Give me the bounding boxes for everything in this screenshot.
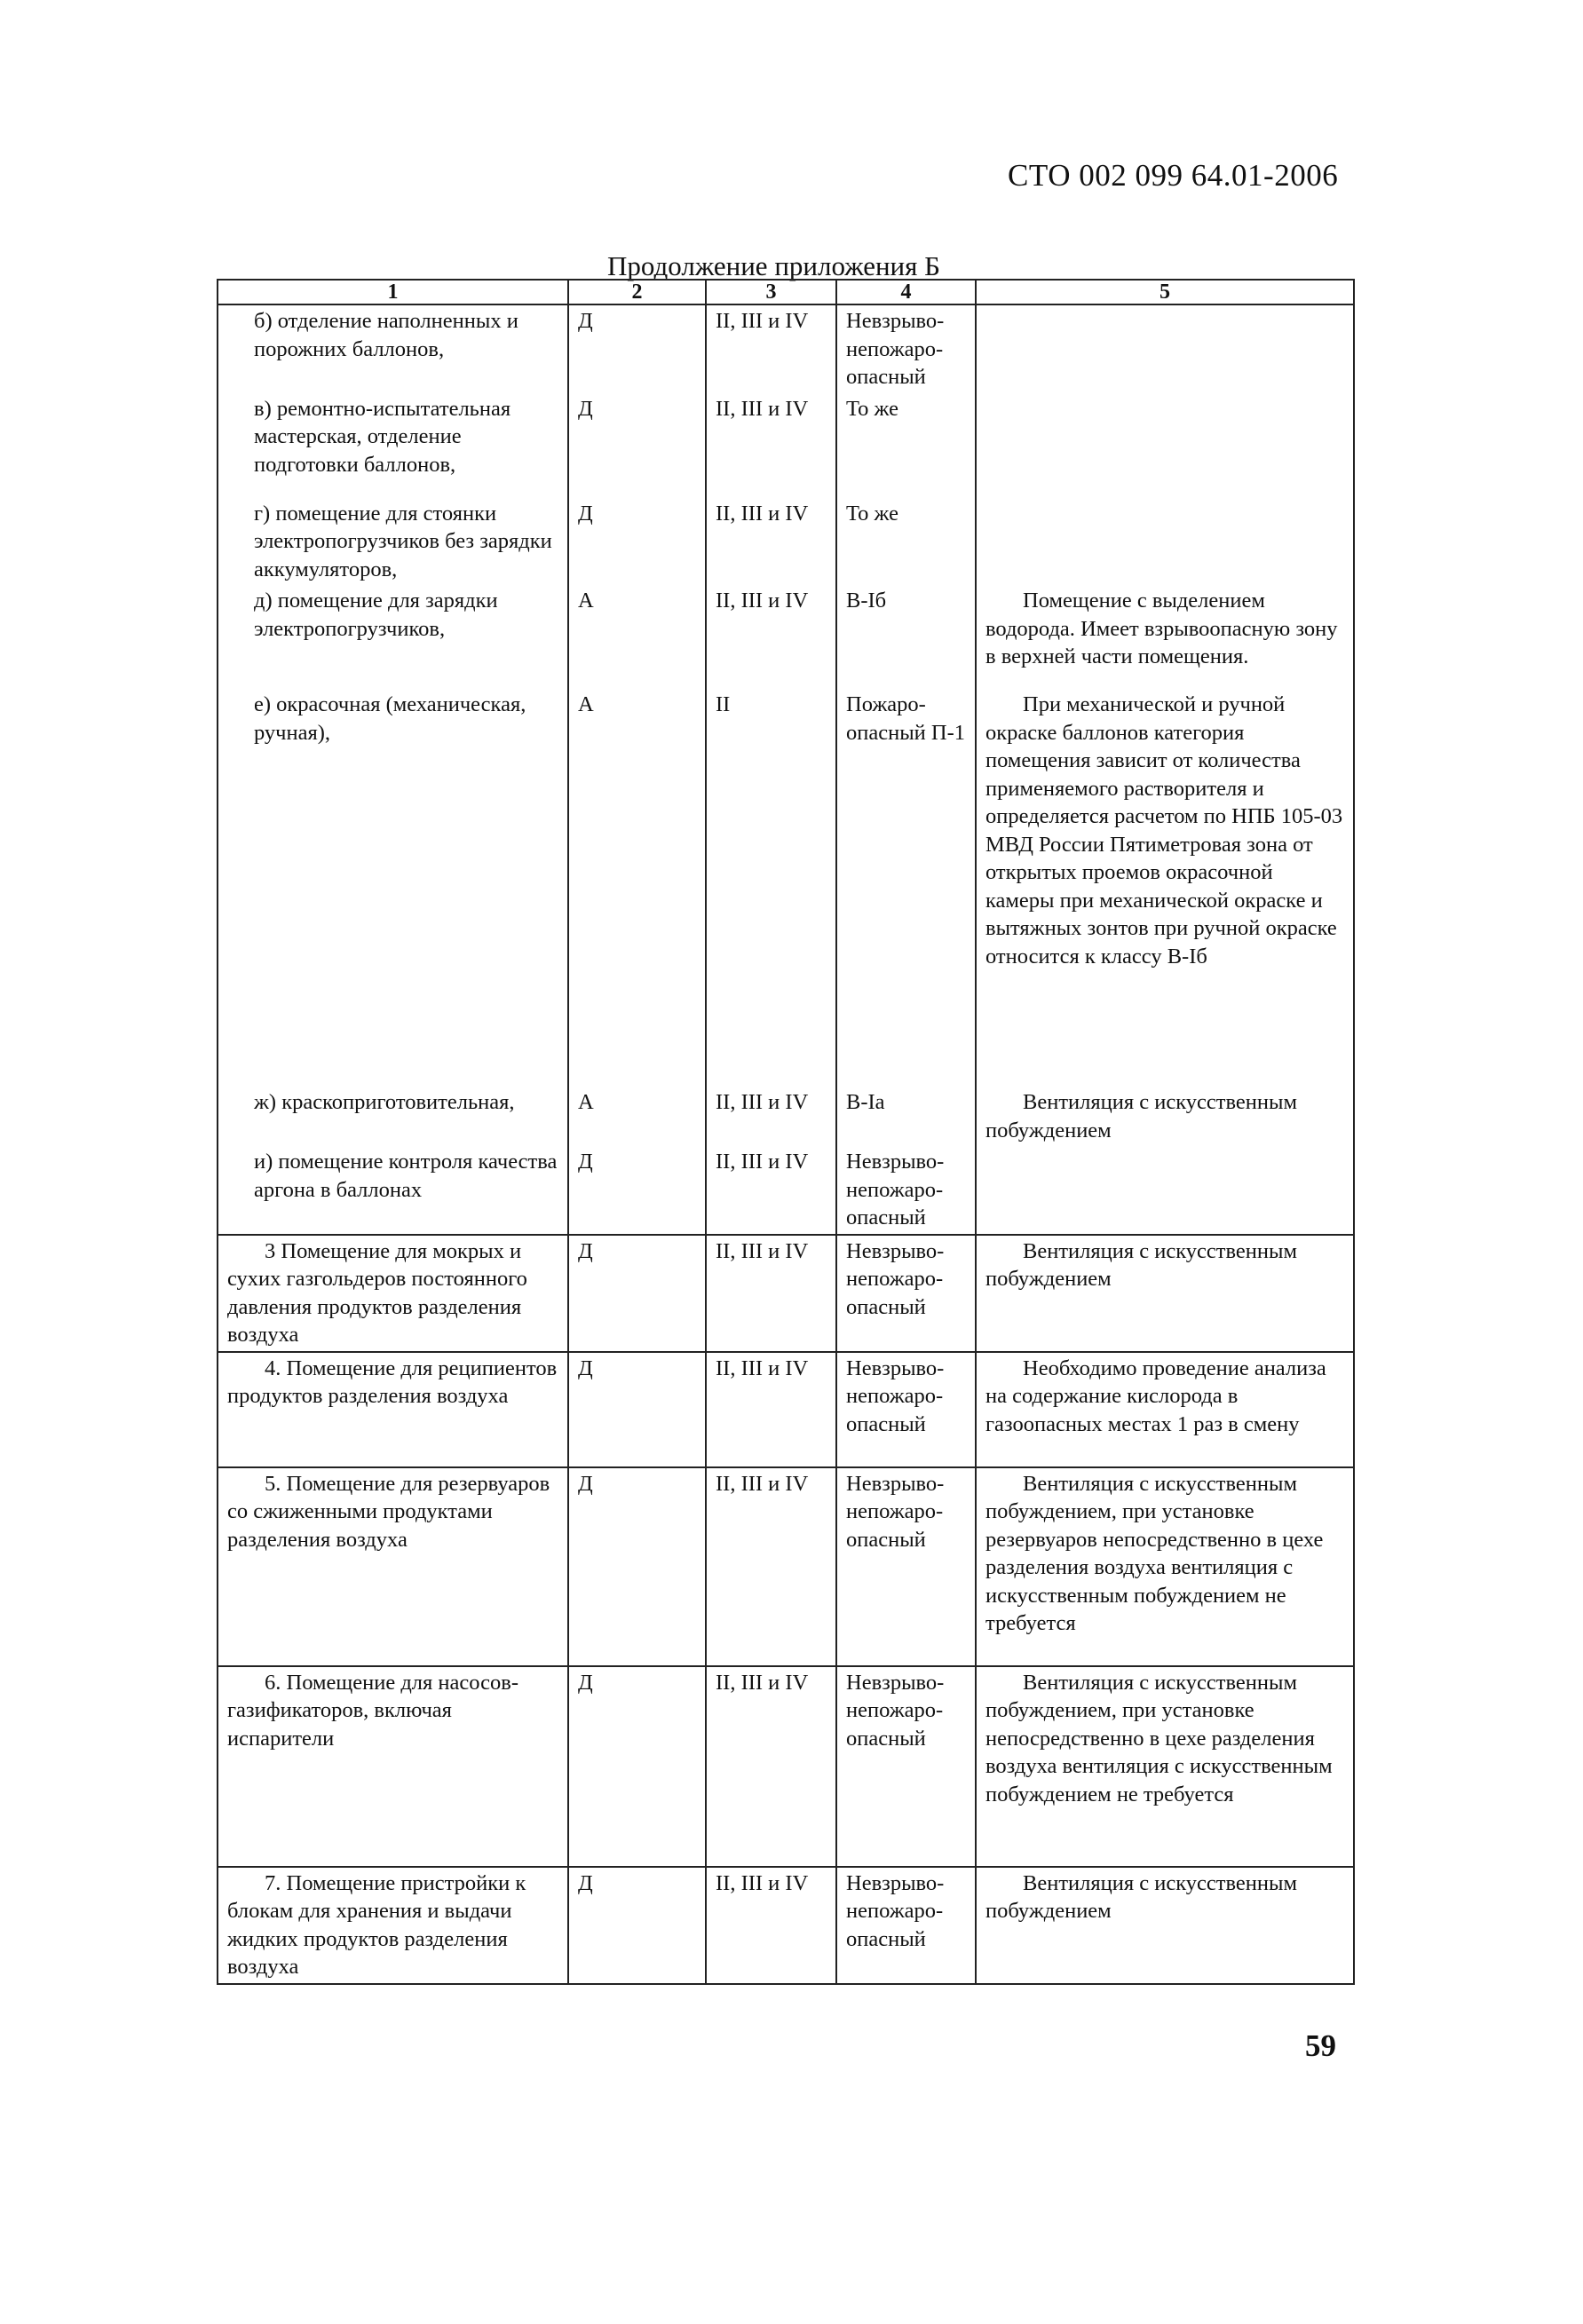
fire-resistance-cell: II, III и IV <box>706 585 836 689</box>
room-name-cell: 3 Помещение для мокрых и сухих газгольдеров постоянного давления продуктов разделения воздуха <box>218 1235 568 1352</box>
category-cell: А <box>568 1087 706 1146</box>
column-header: 2 <box>568 280 706 304</box>
document-code: СТО 002 099 64.01-2006 <box>1008 158 1339 193</box>
fire-resistance-cell: II, III и IV <box>706 1235 836 1352</box>
room-name-cell: е) окрасочная (механическая, ручная), <box>218 689 568 1087</box>
rooms-table <box>217 279 1355 1985</box>
zone-class-cell: Невзрыво-непожаро-опасный <box>836 1467 976 1666</box>
fire-resistance-cell: II, III и IV <box>706 1467 836 1666</box>
zone-class-cell: В-Iб <box>836 585 976 689</box>
page-number: 59 <box>1305 2028 1336 2063</box>
room-name-cell: д) помещение для зарядки электропогрузчиков, <box>218 585 568 689</box>
notes-cell <box>976 393 1354 498</box>
category-cell: Д <box>568 304 706 393</box>
notes-cell: Вентиляция с искусственным побуждением <box>976 1235 1354 1352</box>
table-row <box>218 585 1354 689</box>
zone-class-cell: Невзрыво-непожаро-опасный <box>836 1867 976 1984</box>
fire-resistance-cell: II, III и IV <box>706 1666 836 1867</box>
notes-cell <box>976 1146 1354 1235</box>
notes-cell: Вентиляция с искусственным побуждением, при установке резервуаров непосредственно в цехе разделения воздуха вентиляция с искусственным побуждением не требуется <box>976 1467 1354 1666</box>
notes-cell <box>976 498 1354 586</box>
notes-cell: Вентиляция с искусственным побуждением <box>976 1087 1354 1146</box>
notes-cell <box>976 304 1354 393</box>
zone-class-cell: В-Iа <box>836 1087 976 1146</box>
fire-resistance-cell: II, III и IV <box>706 1146 836 1235</box>
zone-class-cell: Пожаро-опасный П-1 <box>836 689 976 1087</box>
fire-resistance-cell: II, III и IV <box>706 498 836 586</box>
fire-resistance-cell: II, III и IV <box>706 1352 836 1467</box>
category-cell: А <box>568 689 706 1087</box>
table-row <box>218 1235 1354 1352</box>
room-name-cell: б) отделение наполненных и порожних баллонов, <box>218 304 568 393</box>
fire-resistance-cell: II <box>706 689 836 1087</box>
table-row <box>218 1867 1354 1984</box>
table-row <box>218 1087 1354 1146</box>
zone-class-cell: То же <box>836 498 976 586</box>
column-header: 5 <box>976 280 1354 304</box>
room-name-cell: 6. Помещение для насосов-газификаторов, включая испарители <box>218 1666 568 1867</box>
room-name-cell: и) помещение контроля качества аргона в баллонах <box>218 1146 568 1235</box>
table-row <box>218 498 1354 586</box>
fire-resistance-cell: II, III и IV <box>706 1867 836 1984</box>
table-header-row <box>218 280 1354 304</box>
zone-class-cell: Невзрыво-непожаро-опасный <box>836 1235 976 1352</box>
room-name-cell: 4. Помещение для реципиентов продуктов разделения воздуха <box>218 1352 568 1467</box>
column-header: 3 <box>706 280 836 304</box>
category-cell: Д <box>568 1467 706 1666</box>
notes-cell: Вентиляция с искусственным побуждением, при установке непосредственно в цехе разделения воздуха вентиляция с искусственным побуждением не требуется <box>976 1666 1354 1867</box>
category-cell: Д <box>568 1867 706 1984</box>
notes-cell: Помещение с выделением водорода. Имеет взрывоопасную зону в верхней части помещения. <box>976 585 1354 689</box>
table-row <box>218 1467 1354 1666</box>
zone-class-cell: Невзрыво-непожаро-опасный <box>836 1666 976 1867</box>
room-name-cell: в) ремонтно-испытательная мастерская, отделение подготовки баллонов, <box>218 393 568 498</box>
category-cell: Д <box>568 393 706 498</box>
category-cell: А <box>568 585 706 689</box>
notes-cell: Необходимо проведение анализа на содержание кислорода в газоопасных местах 1 раз в смену <box>976 1352 1354 1467</box>
table-row <box>218 1666 1354 1867</box>
room-name-cell: г) помещение для стоянки электропогрузчиков без зарядки аккумуляторов, <box>218 498 568 586</box>
category-cell: Д <box>568 1666 706 1867</box>
room-name-cell: 7. Помещение пристройки к блокам для хранения и выдачи жидких продуктов разделения воздуха <box>218 1867 568 1984</box>
table-row <box>218 1146 1354 1235</box>
zone-class-cell: То же <box>836 393 976 498</box>
table-row <box>218 393 1354 498</box>
fire-resistance-cell: II, III и IV <box>706 304 836 393</box>
column-header: 4 <box>836 280 976 304</box>
zone-class-cell: Невзрыво-непожаро-опасный <box>836 304 976 393</box>
category-cell: Д <box>568 1352 706 1467</box>
category-cell: Д <box>568 1146 706 1235</box>
room-name-cell: ж) краскоприготовительная, <box>218 1087 568 1146</box>
zone-class-cell: Невзрыво-непожаро-опасный <box>836 1146 976 1235</box>
room-name-cell: 5. Помещение для резервуаров со сжиженными продуктами разделения воздуха <box>218 1467 568 1666</box>
fire-resistance-cell: II, III и IV <box>706 393 836 498</box>
fire-resistance-cell: II, III и IV <box>706 1087 836 1146</box>
table-row <box>218 689 1354 1087</box>
category-cell: Д <box>568 498 706 586</box>
table-caption: Продолжение приложения Б <box>607 250 940 281</box>
table-row <box>218 304 1354 393</box>
zone-class-cell: Невзрыво-непожаро-опасный <box>836 1352 976 1467</box>
notes-cell: При механической и ручной окраске баллонов категория помещения зависит от количества применяемого растворителя и определяется расчетом по НПБ 105-03 МВД России Пятиметровая зона от открытых проемов окрасочной камеры при механической окраске и вытяжных зонтов при ручной окраске относится к классу В-Iб <box>976 689 1354 1087</box>
column-header: 1 <box>218 280 568 304</box>
table-row <box>218 1352 1354 1467</box>
category-cell: Д <box>568 1235 706 1352</box>
notes-cell: Вентиляция с искусственным побуждением <box>976 1867 1354 1984</box>
